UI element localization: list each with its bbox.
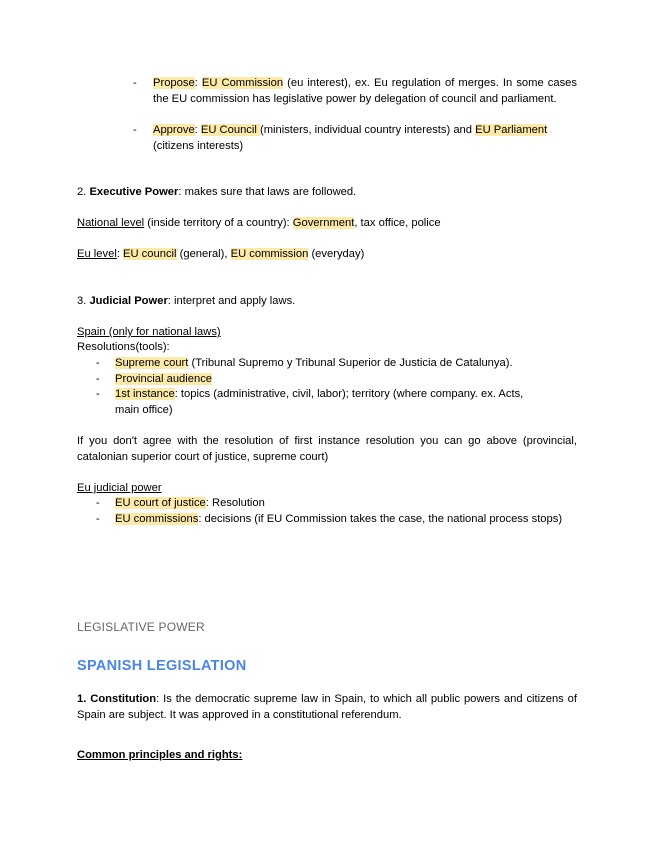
- common-principles-heading: Common principles and rights:: [77, 749, 243, 761]
- bullet-dash: -: [133, 77, 137, 89]
- executive-heading: 2. Executive Power: makes sure that laws are followed.: [77, 186, 357, 198]
- bullet-text: EU court of justice: Resolution: [115, 497, 265, 509]
- bullet-text: Approve: EU Council (ministers, individual country interests) and EU Parliament (citizens interests): [153, 124, 548, 152]
- bullet-text: Provincial audience: [115, 373, 213, 385]
- bullet-dash: -: [96, 497, 100, 509]
- judicial-heading: 3. Judicial Power: interpret and apply laws.: [77, 295, 296, 307]
- bullet-text: 1st instance: topics (administrative, civil, labor); territory (where company. ex. Acts, main office): [115, 388, 524, 416]
- bullet-dash: -: [96, 388, 100, 400]
- spain-label: Spain (only for national laws): [77, 326, 221, 338]
- bullet-text: Supreme court (Tribunal Supremo y Tribunal Superior de Justicia de Catalunya).: [115, 357, 513, 369]
- judicial-paragraph: If you don't agree with the resolution of first instance resolution you can go above (provincial, catalonian superior court of justice, supreme court): [77, 435, 577, 463]
- bullet-dash: -: [96, 513, 100, 525]
- eu-judicial-label: Eu judicial power: [77, 482, 162, 494]
- bullet-dash: -: [96, 357, 100, 369]
- spanish-legislation-heading: SPANISH LEGISLATION: [77, 658, 247, 674]
- legislative-power-heading: LEGISLATIVE POWER: [77, 620, 205, 634]
- bullet-text: Propose: EU Commission (eu interest), ex. Eu regulation of merges. In some cases the EU commission has legislative power by delegation of council and parliament.: [153, 77, 577, 105]
- executive-national-level: National level (inside territory of a country): Government, tax office, police: [77, 217, 441, 229]
- bullet-text: EU commissions: decisions (if EU Commission takes the case, the national process stops): [115, 513, 563, 525]
- bullet-dash: -: [133, 124, 137, 136]
- constitution-paragraph: 1. Constitution: Is the democratic supreme law in Spain, to which all public powers and citizens of Spain are subject. It was approved in a constitutional referendum.: [77, 693, 577, 721]
- bullet-dash: -: [96, 373, 100, 385]
- executive-eu-level: Eu level: EU council (general), EU commission (everyday): [77, 248, 365, 260]
- resolutions-label: Resolutions(tools):: [77, 341, 170, 353]
